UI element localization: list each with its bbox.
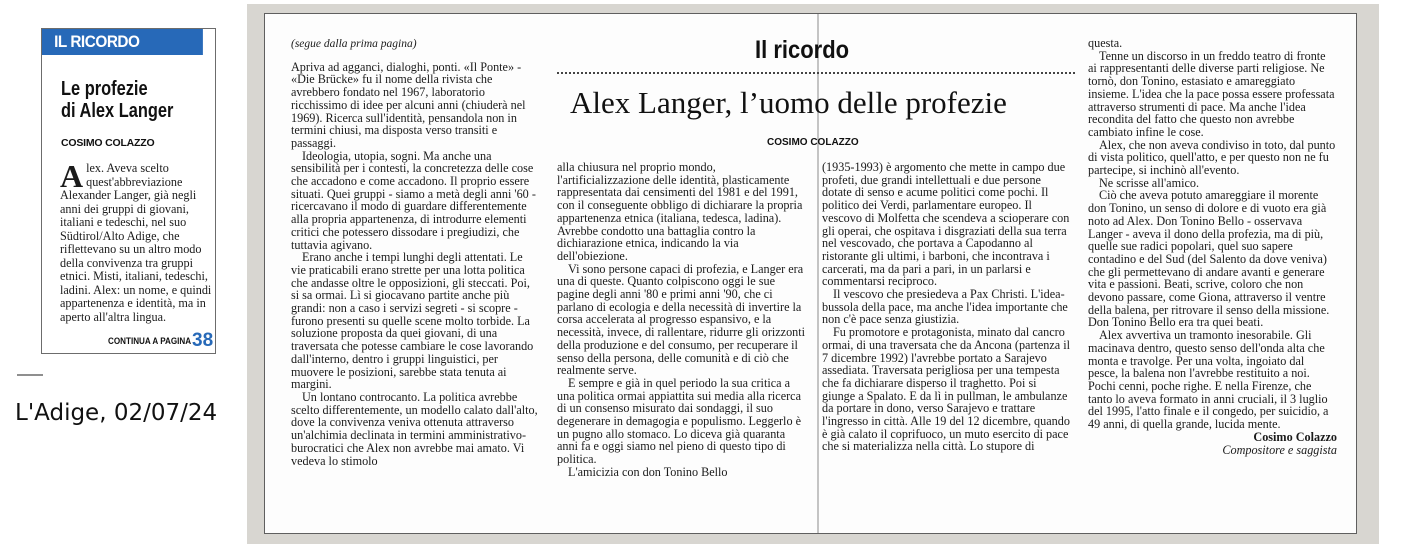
- paragraph: Ciò che aveva potuto amareggiare il morente don Tonino, un senso di dolore e di vuoto era già noto ad Alex. Don Tonino Bello - osservava Langer - aveva il dono della profezia, ma di più, quelle sue radici popolari, quel suo sapere contadino e del Sud (del Salento da dove veniva) che gli permettevano di andare avanti e generare vita e passioni. Beati, scrive, coloro che non devono passare, come Giona, attraverso il ventre della balena, per ritrovare il senso della missione. Don Tonino Bello era tra quei beati.: [1088, 188, 1330, 330]
- paragraph: Fu promotore e protagonista, minato dal cancro ormai, di una traversata che da Ancona (partenza il 7 dicembre 1992) l'avrebbe portato a Sarajevo assediata. Traversata perigliosa per una tempesta che fa dichiarare disperso il traghetto. Poi si giunge a Spalato. E da lì in pullman, le ambulanze da portare in dono, verso Sarajevo e trattare l'ingresso in città. Alle 19 del 12 dicembre, quando è già calato il coprifuoco, un muto esercito di pace che si materializza nella città. Lo stupore di: [822, 325, 1071, 454]
- paragraph: Ideologia, utopia, sogni. Ma anche una sensibilità per i contesti, la concretezza delle cose che accadono e come accadono. Il proprio essere situati. Quei gruppi - siamo a metà degli anni '60 - ricercavano il modo di guardare differentemente alla propria appartenenza, di introdurre elementi critici che potessero dissodare i pregiudizi, che tuttavia agivano.: [291, 148, 536, 252]
- signature-role: Compositore e saggista: [1222, 442, 1337, 457]
- paragraph: (1935-1993) è argomento che mette in campo due profeti, due grandi intellettuali e due persone dotate di senso e acume politici come pochi. Il politico dei Verdi, parlamentare europeo. Il vescovo di Molfetta che scendeva a scioperare con gli operai, che ospitava i disgraziati della sua terra nel vescovado, che portava a Capodanno al ristorante gli ultimi, i barboni, che incontrava i carcerati, ma da pari a pari, in un parlarsi e commentarsi reciproco.: [822, 160, 1070, 289]
- teaser-author: COSIMO COLAZZO: [61, 137, 155, 149]
- paragraph: Alex, che non aveva condiviso in toto, dal punto di vista politico, quell'atto, e per questo non ne fu partecipe, si inchinò all'evento.: [1088, 137, 1336, 178]
- paragraph: L'amicizia con don Tonino Bello: [568, 464, 728, 479]
- continue-label: CONTINUA A PAGINA: [108, 336, 192, 346]
- small-mark: [17, 374, 43, 376]
- teaser-title: Le profezie di Alex Langer: [61, 78, 174, 122]
- section-label: IL RICORDO: [42, 29, 203, 55]
- paragraph: questa.: [1088, 36, 1123, 50]
- article-kicker: Il ricordo: [755, 36, 850, 64]
- article-byline: COSIMO COLAZZO: [767, 137, 859, 148]
- paragraph: Il vescovo che presiedeva a Pax Christi. L'idea-bussola della pace, ma anche l'idea importante che non c'è pace senza giustizia.: [822, 287, 1068, 327]
- paragraph: alla chiusura nel proprio mondo, l'artificializzazione delle identità, plasticamente rappresentata dai censimenti del 1981 e del 1991, con il conseguente obbligo di dichiarare la propria appartenenza etnica (italiana, tedesca, ladina). Avrebbe condotto una battaglia contro la dichiarazione etnica, indicando la via dell'obiezione.: [557, 160, 803, 263]
- drop-cap: A: [60, 158, 84, 194]
- paragraph: Vi sono persone capaci di profezia, e Langer era una di queste. Quanto colpiscono oggi le sue pagine degli anni '80 e primi anni '90, che ci parlano di ecologia e della necessità di invertire la corsa accelerata al progresso espansivo, e la necessità, invece, di rallentare, ridurre gli orizzonti della produzione e del consumo, per recuperare il senso della persona, delle comunità e di ciò che realmente serve.: [557, 261, 806, 378]
- signature: Cosimo Colazzo: [1253, 429, 1337, 444]
- paragraph: Tenne un discorso in un freddo teatro di fronte ai rappresentanti delle diverse parti religiose. Ne tornò, don Tonino, estasiato e amareggiato insieme. L'idea che la pace possa essere professata attraverso strumenti di pace. Ma anche l'idea recondita del fatto che questo non avrebbe cambiato infine le cose.: [1088, 48, 1335, 139]
- article-column-3: [822, 161, 1071, 453]
- teaser-text: lex. Aveva scelto quest'abbreviazione Alexander Langer, già negli anni dei gruppi di giovani, italiani e tedeschi, nel suo Südtirol/Alto Adige, che riflettevano su un altro modo della convivenza tra gruppi etnici. Misti, italiani, tedeschi, ladini. Alex: un nome, e quindi appartenenza e identità, ma in aperto all'altra lingua.: [60, 161, 212, 324]
- article-column-1: [291, 38, 540, 467]
- front-page-teaser: [41, 28, 216, 354]
- article-headline: Alex Langer, l’uomo delle profezie: [570, 85, 1007, 120]
- paragraph: Apriva ad agganci, dialoghi, ponti. «Il Ponte» - «Die Brücke» fu il nome della rivista che avrebbero fondato nel 1967, laboratorio ricchissimo di idee per alcuni anni (chiuderà nel 1969). Ricerca sull'identità, pensandola non in termini chiusi, ma disposta verso transiti e passaggi.: [291, 59, 526, 150]
- article-column-4: [1088, 37, 1337, 456]
- paragraph: Erano anche i tempi lunghi degli attentati. Le vie praticabili erano strette per una lotta politica che andasse oltre le opposizioni, gli steccati. Poi, si sa ormai. Lì si giocavano partite anche più grandi: non a caso i servizi segreti - si scopre - furono presenti su quelle scene molto torbide. La soluzione proposta da quei giovani, di una traversata che potesse cambiare le cose lavorando dall'interno, dentro i gruppi linguistici, per muovere le posizioni, sarebbe stata tenuta ai margini.: [291, 250, 534, 392]
- paragraph: E sempre e già in quel periodo la sua critica a una politica ormai appiattita sui media alla ricerca di un consenso misurato dai sondaggi, il suo degenerare in demagogia e populismo. Leggerlo è un pugno allo stomaco. Lo diceva già quaranta anni fa e oggi siamo nel pieno di questo tipo di politica.: [557, 375, 801, 467]
- teaser-body: [60, 158, 220, 324]
- paragraph: Un lontano controcanto. La politica avrebbe scelto differentemente, un modello calato dall'alto, dove la convivenza veniva ottenuta attraverso un'alchimia declinata in termini amministrativo-burocratici che Alex non avrebbe mai amato. Vi vedeva lo stimolo: [291, 389, 538, 468]
- source-caption: L'Adige, 02/07/24: [15, 400, 218, 426]
- continue-page-number: 38: [192, 330, 214, 351]
- article-column-2: [557, 161, 806, 479]
- dotted-rule: [557, 72, 1075, 74]
- continued-note: (segue dalla prima pagina): [291, 38, 417, 50]
- paragraph: Ne scrisse all'amico.: [1099, 175, 1199, 190]
- paragraph: Alex avvertiva un tramonto inesorabile. Gli macinava dentro, questo senso dell'onda alta che monta e travolge. Per una volta, ingoiato dal pesce, la balena non l'avrebbe restituito a noi. Pochi cenni, poche righe. E nella Firenze, che tanto lo aveva formato in anni cruciali, il 3 luglio del 1995, l'atto finale e il congedo, per suicidio, a 49 anni, di quella grande, lucida mente.: [1088, 328, 1329, 432]
